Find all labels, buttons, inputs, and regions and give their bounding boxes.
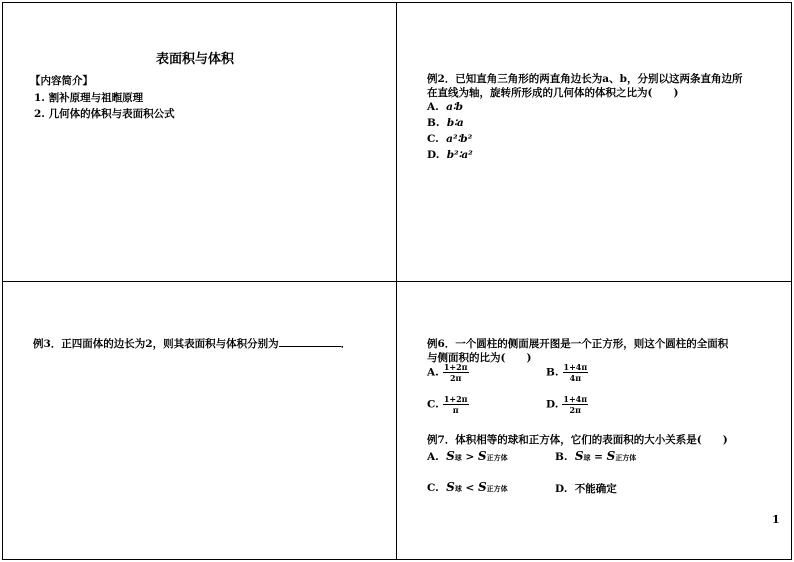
q6-option-b: B. $\frac{1+4\pi}{4\pi}$ [546, 362, 588, 383]
section-heading: 【内容简介】 [30, 75, 93, 87]
q6-option-a: A. $\frac{1+2\pi}{2\pi}$ [427, 362, 468, 383]
q7-option-a: A. S球 > S正方体 [427, 449, 508, 463]
question-6-line1: 例6．一个圆柱的侧面展开图是一个正方形，则这个圆柱的全面积 [427, 338, 729, 350]
option-d: D. b²∶a² [427, 149, 473, 161]
page-number: 1 [772, 513, 780, 526]
question-2-line1: 例2．已知直角三角形的两直角边长为a、b，分别以这两条直角边所 [427, 73, 743, 85]
page-title: 表面积与体积 [156, 52, 235, 67]
q6-option-d: D. $\frac{1+4\pi}{2\pi}$ [546, 394, 588, 415]
answer-blank [279, 336, 341, 347]
question-2-line2: 在直线为轴，旋转所形成的几何体的体积之比为( ) [427, 87, 679, 99]
option-a: A. a∶b [427, 101, 464, 113]
list-item: 1. 割补原理与祖暅原理 [34, 92, 144, 104]
question-7: 例7．体积相等的球和正方体，它们的表面积的大小关系是( ) [427, 434, 728, 446]
horizontal-divider [2, 281, 792, 282]
question-3: 例3．正四面体的边长为2，则其表面积与体积分别为 ． [33, 338, 352, 350]
q7-option-c: C. S球 < S正方体 [427, 480, 508, 494]
list-item: 2. 几何体的体积与表面积公式 [34, 108, 175, 120]
q7-option-b: B. S球 = S正方体 [555, 449, 637, 463]
question-6-line2: 与侧面积的比为( ) [427, 352, 532, 364]
q7-option-d: D. 不能确定 [555, 483, 617, 495]
q6-option-c: C. $\frac{1+2\pi}{\pi}$ [427, 394, 468, 415]
option-c: C. a²∶b² [427, 133, 473, 145]
option-b: B. b∶a [427, 117, 464, 129]
